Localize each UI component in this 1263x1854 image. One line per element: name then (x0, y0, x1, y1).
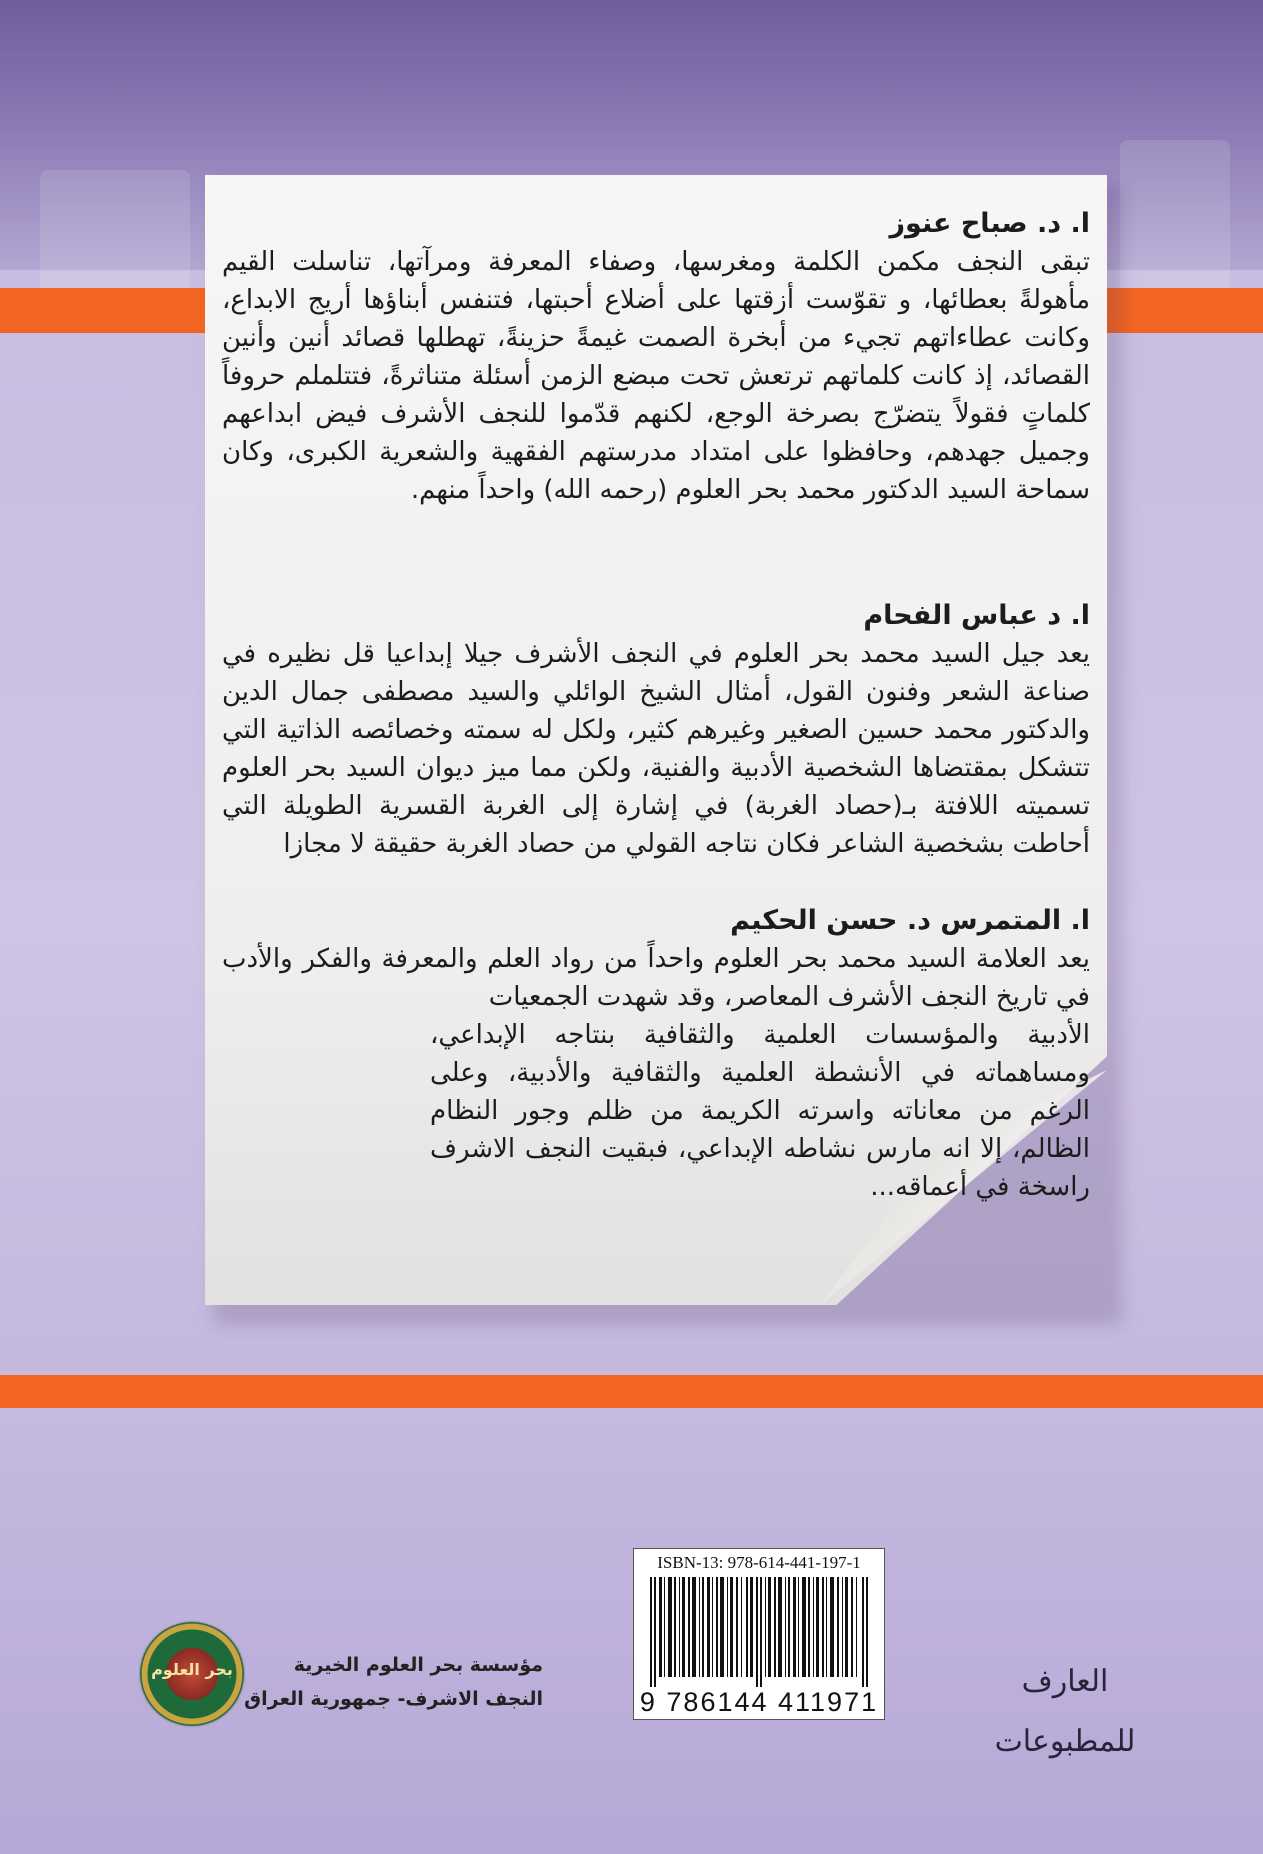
section-3-author: ا. المتمرس د. حسن الحكيم (730, 905, 1090, 936)
orange-stripe-bottom (0, 1375, 1263, 1408)
decor-shape (1120, 140, 1230, 290)
publisher-logo: العارف للمطبوعات (994, 1664, 1136, 1759)
section-3-text-wide: يعد العلامة السيد محمد بحر العلوم واحداً من رواد العلم والمعرفة والفكر والأدب في تاريخ النجف الأشرف المعاصر، وقد شهدت الجمعيات (222, 944, 1090, 1012)
isbn-digits: 9 786144 411971 (639, 1687, 879, 1717)
section-2-text: يعد جيل السيد محمد بحر العلوم في النجف الأشرف جيلا إبداعيا قل نظيره في صناعة الشعر وفنون القول، أمثال الشيخ الوائلي والسيد مصطفى جمال الدين والدكتور محمد حسين الصغير وغيرهم كثير، ولكل له سمته وخصائصه الذاتية التي تتشكل بمقتضاها الشخصية الأدبية والفنية، ولكن مما ميز ديوان السيد بحر العلوم تسميته اللافتة بـ(حصاد الغربة) في إشارة إلى الغربة القسرية الطويلة التي أحاطت بشخصية الشاعر فكان نتاجه القولي من حصاد الغربة حقيقة لا مجازا (222, 639, 1090, 859)
foundation-seal-icon (140, 1622, 244, 1726)
publisher-location: النجف الاشرف- جمهورية العراق (244, 1688, 543, 1710)
seal-text: بحر العلوم (151, 1660, 233, 1679)
section-2-author: ا. د عباس الفحام (863, 600, 1090, 631)
background-bottom (0, 1370, 1263, 1854)
section-1 (222, 205, 1090, 509)
publisher-name: مؤسسة بحر العلوم الخيرية (293, 1654, 543, 1676)
section-2 (222, 597, 1090, 863)
section-3 (222, 902, 1090, 1206)
section-3-text-narrow: الأدبية والمؤسسات العلمية والثقافية بنتاجه الإبداعي، ومساهماته في الأنشطة العلمية والثقافية والأدبية، وعلى الرغم من معاناته واسرته الكريمة من ظلم وجور النظام الظالم، إلا انه مارس نشاطه الإبداعي، فبقيت النجف الاشرف راسخة في أعماقه... (430, 1020, 1090, 1202)
isbn-barcode (633, 1548, 885, 1720)
section-1-text: تبقى النجف مكمن الكلمة ومغرسها، وصفاء المعرفة ومرآتها، تناسلت القيم مأهولةً بعطائها، و تقوّست أزقتها على أضلاع أحبتها، فتنفس أبناؤها أريج الابداع، وكانت عطاءاتهم تجيء من أبخرة الصمت غيمةً حزينةً، تهطلها قصائد أنين وأنين القصائد، إذ كانت كلماتهم ترتعش تحت مبضع الزمن أسئلة متناثرةً، فتتلملم حروفاً كلماتٍ فقولاً يتضرّج بصرخة الوجع، لكنهم قدّموا للنجف الأشرف فيض ابداعهم وجميل جهدهم، وحافظوا على امتداد مدرستهم الفقهية والشعرية الكبرى، وكان سماحة السيد الدكتور محمد بحر العلوم (رحمه الله) واحداً منهم. (222, 247, 1090, 505)
isbn-label: ISBN-13: 978-614-441-197-1 (657, 1553, 861, 1572)
decor-shape (40, 170, 190, 290)
section-1-author: ا. د. صباح عنوز (889, 208, 1090, 239)
publisher-info (244, 1648, 543, 1716)
barcode-bars (650, 1577, 870, 1687)
